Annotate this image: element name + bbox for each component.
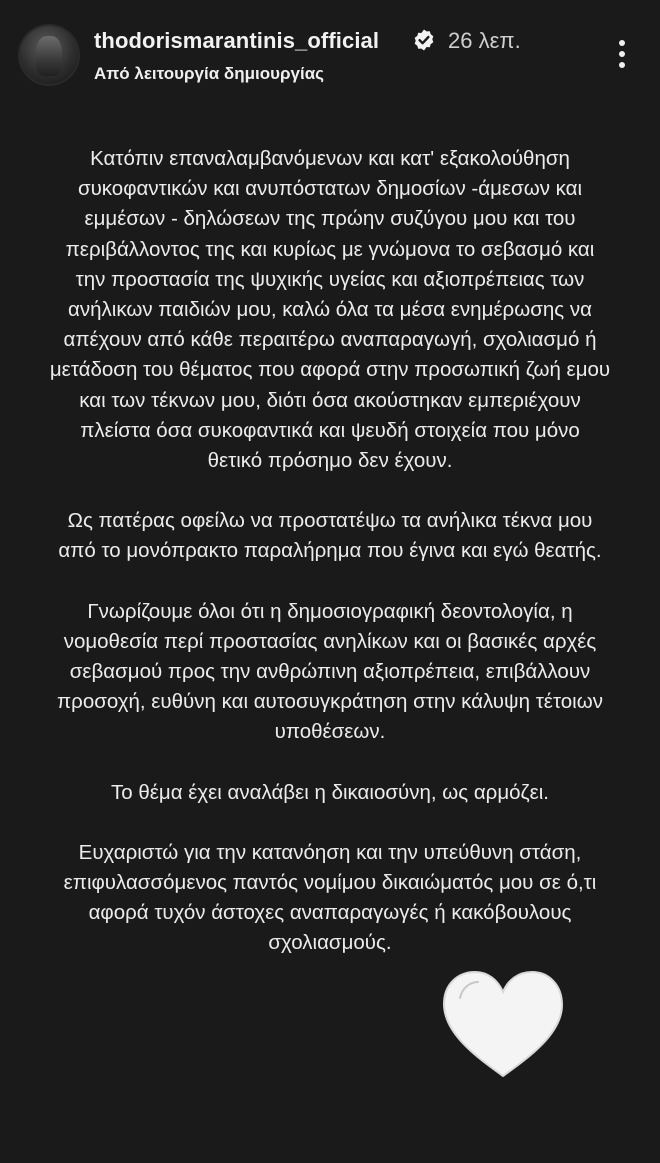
paragraph-3: [28, 597, 632, 748]
text-line: πλείστα όσα συκοφαντικά και ψευδή στοιχεία που μόνο: [80, 418, 580, 442]
more-options-icon[interactable]: [610, 40, 634, 76]
text-line: προσοχή, ευθύνη και αυτοσυγκράτηση στην κάλυψη τέτοιων: [57, 690, 603, 714]
text-line: Ευχαριστώ για την κατανόηση και την υπεύθυνη στάση,: [78, 840, 582, 864]
text-line: εμμέσων - δηλώσεων της πρώην συζύγου μου και του: [84, 207, 576, 231]
paragraph-2: [28, 506, 632, 566]
paragraph-1: [28, 144, 632, 476]
story-header: [14, 18, 646, 88]
profile-avatar[interactable]: [18, 24, 80, 86]
heart-sticker-icon: [438, 968, 568, 1084]
text-line: μετάδοση του θέματος που αφορά στην προσωπική ζωή εμου: [49, 358, 611, 382]
text-line: σχολιασμούς.: [268, 931, 392, 955]
text-line: Το θέμα έχει αναλάβει η δικαιοσύνη, ως αρμόζει.: [111, 780, 549, 804]
text-line: νομοθεσία περί προστασίας ανηλίκων και οι βασικές αρχές: [63, 629, 597, 653]
text-line: ανήλικων παιδιών μου, καλώ όλα τα μέσα ενημέρωσης να: [68, 298, 592, 322]
text-line: Κατόπιν επαναλαμβανόμενων και κατ' εξακολούθηση: [90, 147, 570, 170]
text-line: σεβασμού προς την ανθρώπινη αξιοπρέπεια, επιβάλλουν: [69, 660, 591, 684]
post-time: 26 λεπ.: [448, 28, 521, 53]
text-line: αφορά τυχόν άστοχες αναπαραγωγές ή κακόβουλους: [88, 901, 572, 925]
text-line: και των τέκνων μου, διότι όσα ακούστηκαν εμπεριέχουν: [79, 388, 581, 412]
text-line: συκοφαντικών και ανυπόστατων δημοσίων -άμεσων και: [77, 177, 583, 201]
text-line: υποθέσεων.: [274, 720, 386, 744]
text-line: επιφυλασσόμενος παντός νομίμου δικαιώματός μου σε ό,τι: [63, 871, 597, 895]
text-line: απέχουν από κάθε περαιτέρω αναπαραγωγή, σχολιασμό ή: [63, 328, 597, 352]
text-line: θετικό πρόσημο δεν έχουν.: [207, 449, 453, 473]
text-line: περιβάλλοντος της και κυρίως με γνώμονα το σεβασμό και: [65, 237, 595, 261]
text-line: Ως πατέρας οφείλω να προστατέψω τα ανήλικα τέκνα μου: [67, 509, 593, 533]
text-line: την προστασία της ψυχικής υγείας και αξιοπρέπειας των: [75, 267, 585, 291]
avatar-photo: [36, 36, 62, 76]
creation-mode-label: Από λειτουργία δημιουργίας: [94, 64, 324, 83]
username[interactable]: thodorismarantinis_official: [94, 28, 380, 53]
paragraph-5: [28, 838, 632, 959]
text-line: Γνωρίζουμε όλοι ότι η δημοσιογραφική δεοντολογία, η: [87, 599, 573, 623]
text-line: από το μονόπρακτο παραλήρημα που έγινα και εγώ θεατής.: [58, 539, 602, 563]
paragraph-4: [28, 778, 632, 808]
verified-badge-icon: [412, 28, 436, 52]
story-text: [28, 144, 632, 959]
